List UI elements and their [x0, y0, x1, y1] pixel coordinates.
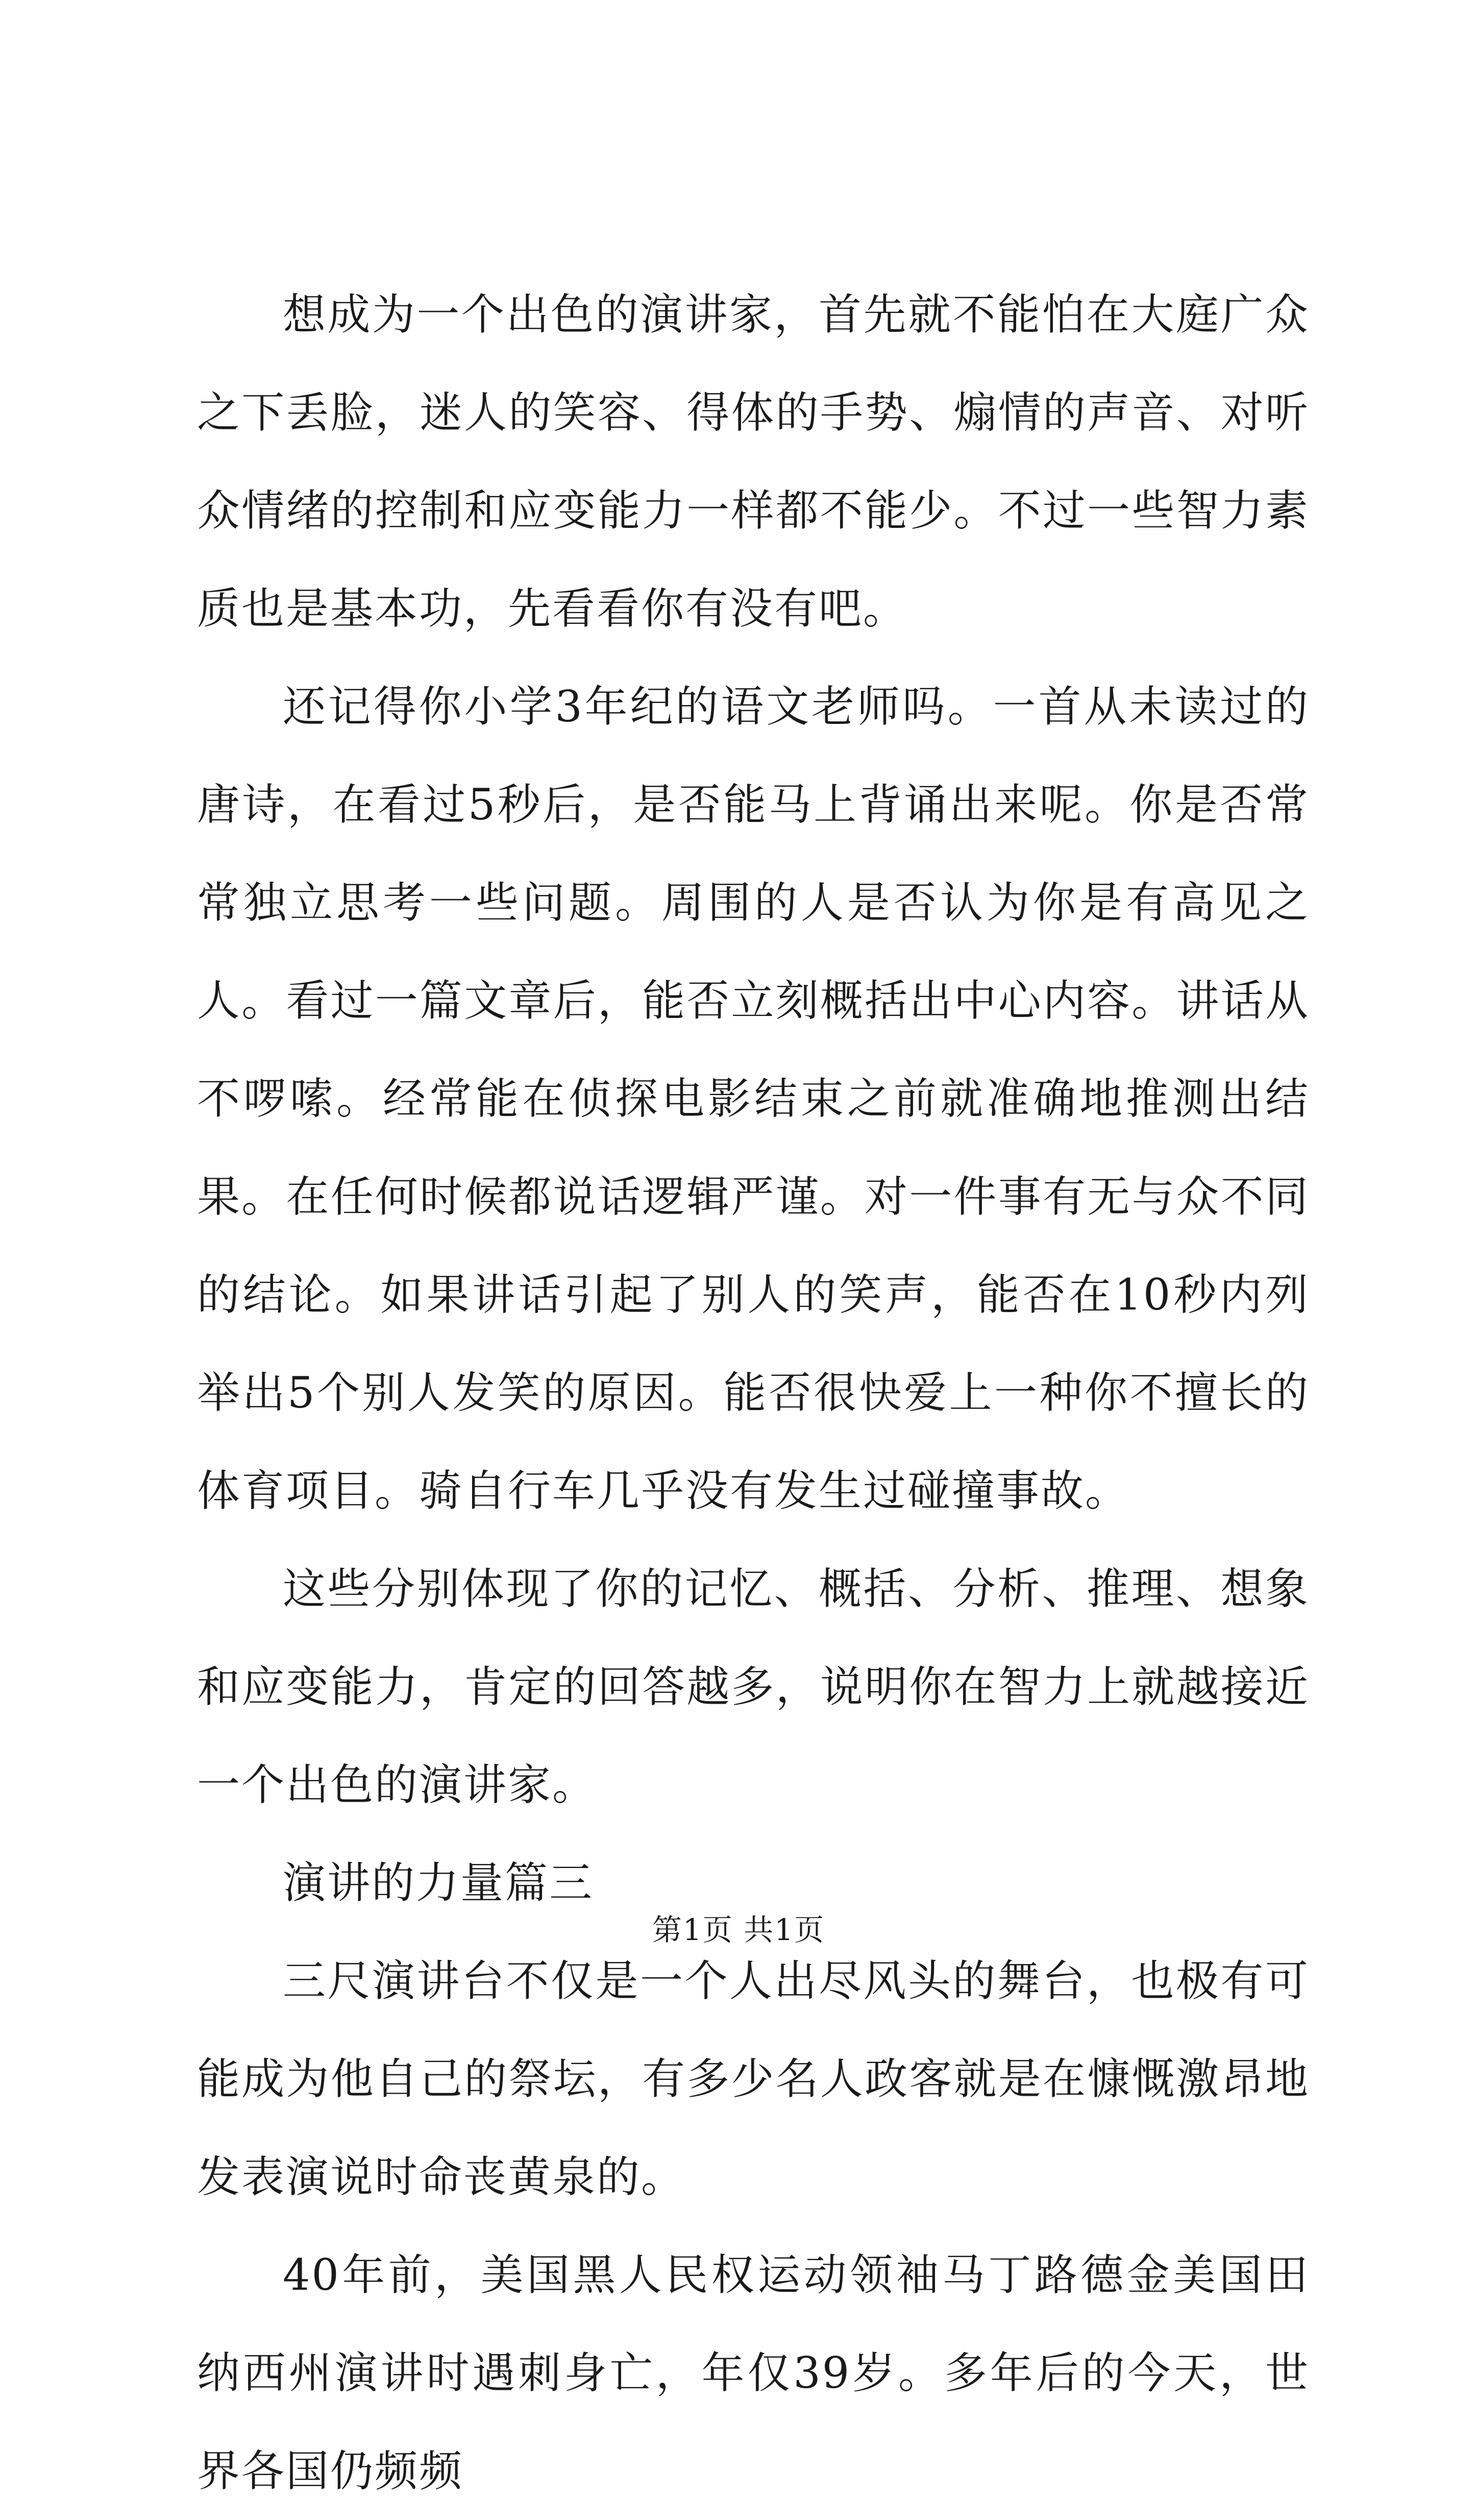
paragraph-podium-danger: 三尺演讲台不仅是一个人出尽风头的舞台，也极有可能成为他自己的祭坛，有多少名人政客就是在慷慨激昂地发表演说时命丧黄泉的。: [197, 1956, 1310, 2202]
paragraph-mlk-history: 40年前，美国黑人民权运动领袖马丁路德金美国田纳西州演讲时遇刺身亡，年仅39岁。多年后的今天，世界各国仍频频: [197, 2250, 1310, 2496]
paragraph-speaker-qualities: 想成为一个出色的演讲家，首先就不能怕在大庭广众之下丢脸，迷人的笑容、得体的手势、煽情的声音、对听众情绪的控制和应变能力一样都不能少。不过一些智力素质也是基本功，先看看你有没有吧。: [197, 289, 1310, 634]
document-body: [197, 265, 1310, 2520]
paragraph-abilities-summary: 这些分别体现了你的记忆、概括、分析、推理、想象和应变能力，肯定的回答越多，说明你在智力上就越接近一个出色的演讲家。: [197, 1564, 1310, 1810]
section-heading: 演讲的力量篇三: [283, 1858, 594, 1908]
page-footer: 第1页 共1页: [652, 1912, 825, 1947]
paragraph-intelligence-questions: 还记得你小学3年纪的语文老师吗。一首从未读过的唐诗，在看过5秒后，是否能马上背诵出来呢。你是否常常独立思考一些问题。周围的人是否认为你是有高见之人。看过一篇文章后，能否立刻概括出中心内容。讲话从不啰嗦。经常能在侦探电影结束之前就准确地推测出结果。在任何时候都说话逻辑严谨。对一件事有无与众不同的结论。如果讲话引起了别人的笑声，能否在10秒内列举出5个别人发笑的原因。能否很快爱上一种你不擅长的体育项目。骑自行车几乎没有发生过碰撞事故。: [197, 682, 1310, 1516]
